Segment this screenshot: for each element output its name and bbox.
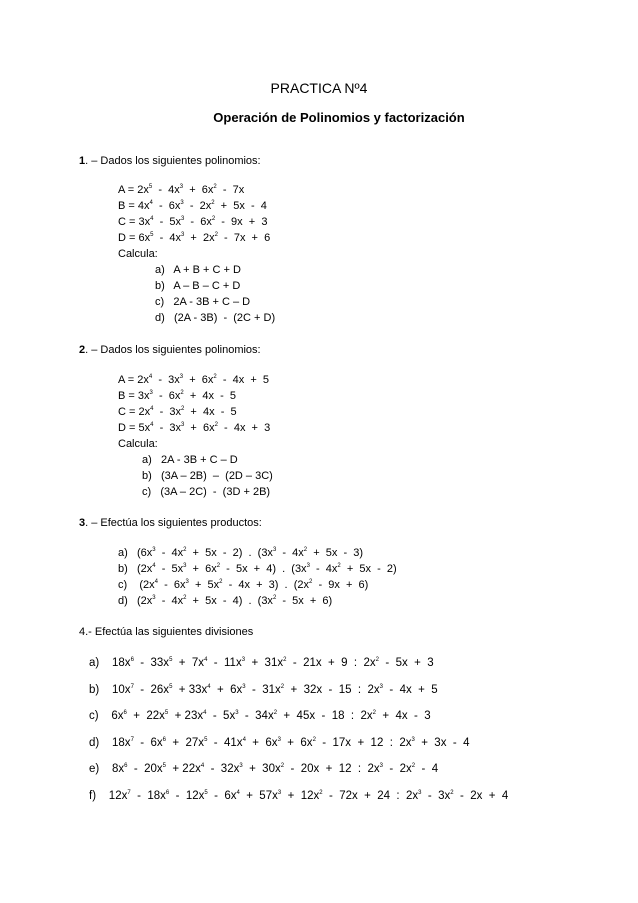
exercise-item: b) $(2x^4 - 5x^3 + 6x^2 - 5x + 4)$ . $(3x^3 - 4x^2 + 5x - 2)$ bbox=[118, 563, 397, 575]
exercise-item: a) $18x^6 - 33x^5 + 7x^4 - 11x^3 + 31x^2 - 21x + 9$ : $2x^2 - 5x + 3$ bbox=[89, 657, 434, 669]
polynomial: $B = 3x^3 - 6x^2 + 4x - 5$ bbox=[118, 390, 236, 402]
exercise-item: f) $12x^7 - 18x^6 - 12x^5 - 6x^4 + 57x^3 + 12x^2 - 72x + 24$ : $2x^3 - 3x^2 - 2x + 4$ bbox=[89, 790, 509, 802]
exercise-item: c) (3A – 2C) - (3D + 2B) bbox=[142, 486, 271, 498]
polynomial: $A = 2x^5 - 4x^3 + 6x^2 - 7x$ bbox=[118, 184, 245, 196]
exercise-item: d) (2A - 3B) - (2C + D) bbox=[155, 312, 276, 324]
section-2-number: 2 bbox=[79, 344, 86, 356]
polynomial: $B = 4x^4 - 6x^3 - 2x^2 + 5x - 4$ bbox=[118, 200, 267, 212]
page-subtitle: Operación de Polinomios y factorización bbox=[213, 110, 465, 125]
calcula-label: Calcula: bbox=[118, 248, 158, 260]
exercise-item: d) $(2x^3 - 4x^2 + 5x - 4)$ . $(3x^2 - 5x + 6)$ bbox=[118, 595, 333, 607]
exercise-item: b) $10x^7 - 26x^5 + 33x^4 + 6x^3 - 31x^2 + 32x - 15$ : $2x^3 - 4x + 5$ bbox=[89, 684, 438, 696]
section-3-number: 3 bbox=[79, 517, 86, 529]
exercise-item: b) A – B – C + D bbox=[155, 280, 241, 292]
section-3-heading bbox=[79, 517, 262, 529]
polynomial: $D = 6x^5 - 4x^3 + 2x^2 - 7x + 6$ bbox=[118, 232, 271, 244]
exercise-item: c) 2A - 3B + C – D bbox=[155, 296, 251, 308]
polynomial: $D = 5x^4 - 3x^3 + 6x^2 - 4x + 3$ bbox=[118, 422, 271, 434]
section-1-heading-text: . – Dados los siguientes polinomios: bbox=[85, 155, 261, 167]
polynomial: $C = 3x^4 - 5x^3 - 6x^2 - 9x + 3$ bbox=[118, 216, 268, 228]
calcula-label: Calcula: bbox=[118, 438, 158, 450]
exercise-item: b) (3A – 2B) – (2D – 3C) bbox=[142, 470, 273, 482]
polynomial: $C = 2x^4 - 3x^2 + 4x - 5$ bbox=[118, 406, 237, 418]
polynomial: $A = 2x^4 - 3x^3 + 6x^2 - 4x + 5$ bbox=[118, 374, 269, 386]
section-3-heading-text: . – Efectúa los siguientes productos: bbox=[85, 517, 262, 529]
exercise-item: c) $(2x^4 - 6x^3 + 5x^2 - 4x + 3)$ . $(2x^2 - 9x + 6)$ bbox=[118, 579, 369, 591]
exercise-item: a) $(6x^3 - 4x^2 + 5x - 2)$ . $(3x^3 - 4x^2 + 5x - 3)$ bbox=[118, 547, 364, 559]
section-2-heading bbox=[79, 344, 261, 356]
section-2-heading-text: . – Dados los siguientes polinomios: bbox=[85, 344, 261, 356]
exercise-item: a) 2A - 3B + C – D bbox=[142, 454, 238, 466]
section-1-number: 1 bbox=[79, 155, 86, 167]
section-1-heading bbox=[79, 155, 261, 167]
exercise-item: c) $6x^6 + 22x^5 + 23x^4 - 5x^3 - 34x^2 + 45x - 18$ : $2x^2 + 4x - 3$ bbox=[89, 710, 431, 722]
exercise-item: d) $18x^7 - 6x^6 + 27x^5 - 41x^4 + 6x^3 + 6x^2 - 17x + 12$ : $2x^3 + 3x - 4$ bbox=[89, 737, 470, 749]
exercise-item: e) $8x^6 - 20x^5 + 22x^4 - 32x^3 + 30x^2 - 20x + 12$ : $2x^3 - 2x^2 - 4$ bbox=[89, 763, 439, 775]
section-4-heading: 4.- Efectúa las siguientes divisiones bbox=[79, 626, 254, 638]
page-title: PRACTICA Nº4 bbox=[270, 80, 368, 96]
exercise-item: a) A + B + C + D bbox=[155, 264, 241, 276]
